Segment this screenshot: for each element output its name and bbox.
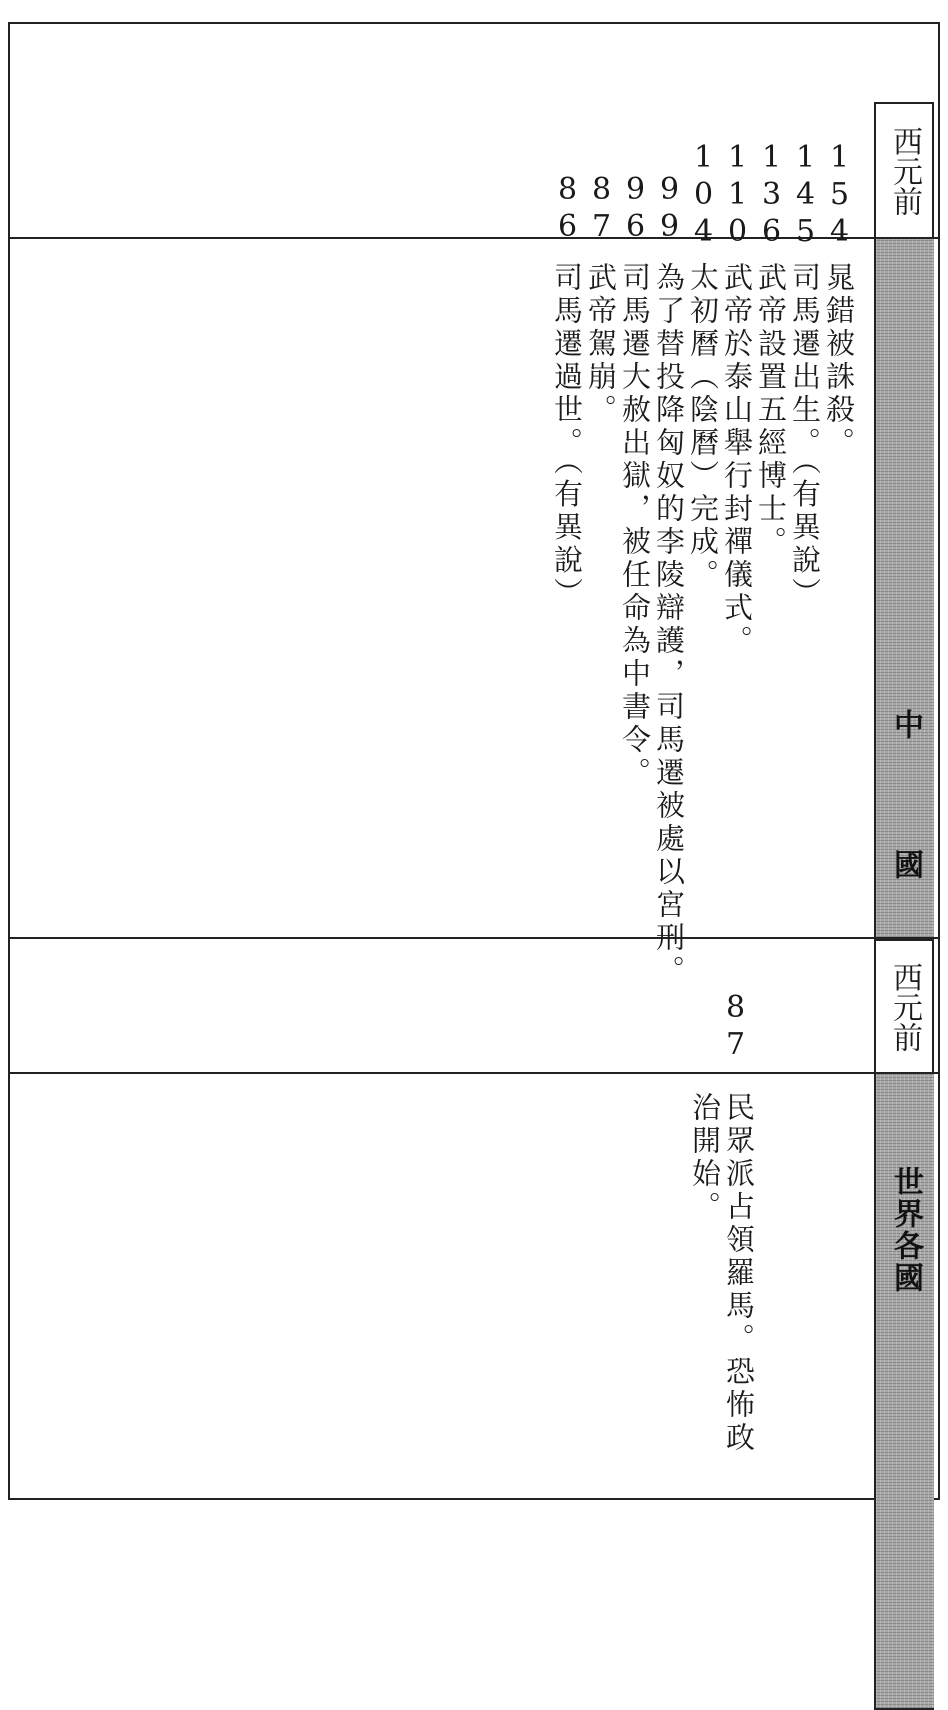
world-year-87: 87 (718, 990, 753, 1064)
year-96: 96 (618, 172, 653, 246)
world-header-box (874, 939, 934, 1074)
world-event-87-line2: 治開始。 (688, 1092, 722, 1224)
event-86: 司馬遷過世。（有異說） (550, 262, 584, 611)
divider-world-header (8, 1072, 940, 1074)
event-96: 司馬遷大赦出獄，被任命為中書令。 (618, 262, 652, 790)
event-99: 為了替投降匈奴的李陵辯護，司馬遷被處以宮刑。 (652, 262, 686, 988)
world-section-label: 世界各國 (888, 1166, 923, 1294)
year-104: 104 (686, 140, 721, 251)
year-145: 145 (788, 140, 823, 251)
event-154: 晁錯被誅殺。 (822, 262, 856, 460)
event-145: 司馬遷出生。（有異說） (788, 262, 822, 611)
year-154: 154 (822, 140, 857, 251)
event-110: 武帝於泰山舉行封禪儀式。 (720, 262, 754, 658)
event-136: 武帝設置五經博士。 (754, 262, 788, 559)
china-header-label: 西元前 (887, 125, 922, 216)
world-section-band (874, 1074, 934, 1710)
year-86: 86 (550, 172, 585, 246)
year-136: 136 (754, 140, 789, 251)
year-87: 87 (584, 172, 619, 246)
event-104: 太初曆（陰曆）完成。 (686, 262, 720, 592)
world-event-87-line1: 民眾派占領羅馬。恐怖政 (722, 1092, 756, 1455)
divider-china-world (8, 937, 940, 939)
world-header-label: 西元前 (887, 961, 922, 1052)
china-section-label: 中 國 (888, 709, 923, 919)
china-header-box (874, 102, 934, 239)
year-110: 110 (720, 140, 755, 251)
event-87: 武帝駕崩。 (584, 262, 618, 427)
china-section-band (874, 239, 934, 937)
year-99: 99 (652, 172, 687, 246)
